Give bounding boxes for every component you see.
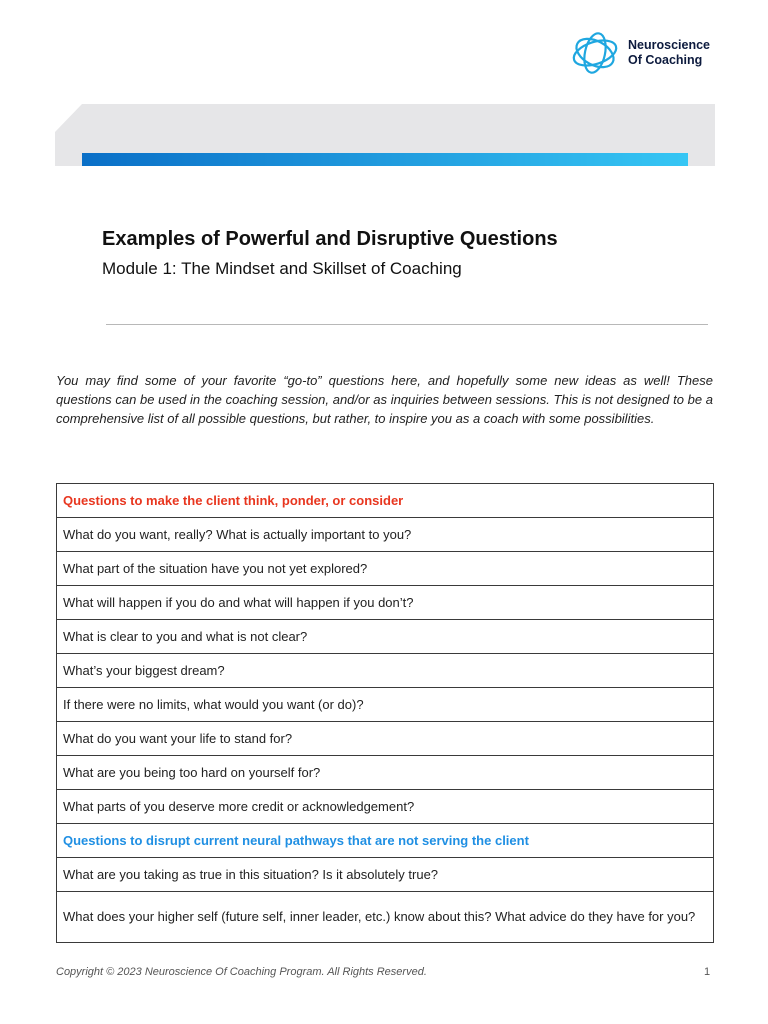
- banner-blue-stripe: [82, 153, 688, 166]
- page-title: Examples of Powerful and Disruptive Questions: [102, 228, 558, 250]
- table-row: [57, 484, 714, 518]
- question-cell: What do you want, really? What is actually important to you?: [57, 518, 714, 552]
- question-cell: What will happen if you do and what will happen if you don’t?: [57, 586, 714, 620]
- section-header-disrupt: Questions to disrupt current neural pathways that are not serving the client: [57, 824, 714, 858]
- question-cell: What is clear to you and what is not clear?: [57, 620, 714, 654]
- section-header-think: Questions to make the client think, ponder, or consider: [57, 484, 714, 518]
- divider: [106, 324, 708, 325]
- brand-name: [628, 38, 710, 67]
- question-cell: If there were no limits, what would you want (or do)?: [57, 688, 714, 722]
- table-row: [57, 552, 714, 586]
- question-cell: What does your higher self (future self, inner leader, etc.) know about this? What advice do they have for you?: [57, 892, 714, 943]
- copyright-footer: Copyright © 2023 Neuroscience Of Coaching Program. All Rights Reserved.: [56, 966, 427, 978]
- header-banner: [55, 104, 715, 166]
- table-row: [57, 654, 714, 688]
- table-row: [57, 688, 714, 722]
- question-cell: What do you want your life to stand for?: [57, 722, 714, 756]
- page-subtitle: Module 1: The Mindset and Skillset of Coaching: [102, 259, 462, 278]
- table-row: [57, 518, 714, 552]
- question-cell: What’s your biggest dream?: [57, 654, 714, 688]
- table-row: [57, 756, 714, 790]
- brand-logo: [570, 30, 730, 76]
- table-row: [57, 858, 714, 892]
- page-number: 1: [704, 966, 711, 978]
- brand-name-line2: Of Coaching: [628, 52, 703, 67]
- table-row: [57, 722, 714, 756]
- question-cell: What are you being too hard on yourself for?: [57, 756, 714, 790]
- question-cell: What are you taking as true in this situation? Is it absolutely true?: [57, 858, 714, 892]
- question-cell: What parts of you deserve more credit or acknowledgement?: [57, 790, 714, 824]
- intro-paragraph: You may find some of your favorite “go-to” questions here, and hopefully some new ideas as well! These questions can be used in the coaching session, and/or as inquiries between sessions. This is not designed to be a comprehensive list of all possible questions, but rather, to inspire you as a coach with some possibilities.: [56, 373, 713, 426]
- table-row: [57, 892, 714, 943]
- table-row: [57, 620, 714, 654]
- question-cell: What part of the situation have you not yet explored?: [57, 552, 714, 586]
- questions-table: [56, 483, 714, 943]
- brand-name-line1: Neuroscience: [628, 38, 710, 52]
- table-row: [57, 790, 714, 824]
- table-row: [57, 586, 714, 620]
- table-row: [57, 824, 714, 858]
- orbit-globe-icon: [570, 30, 622, 76]
